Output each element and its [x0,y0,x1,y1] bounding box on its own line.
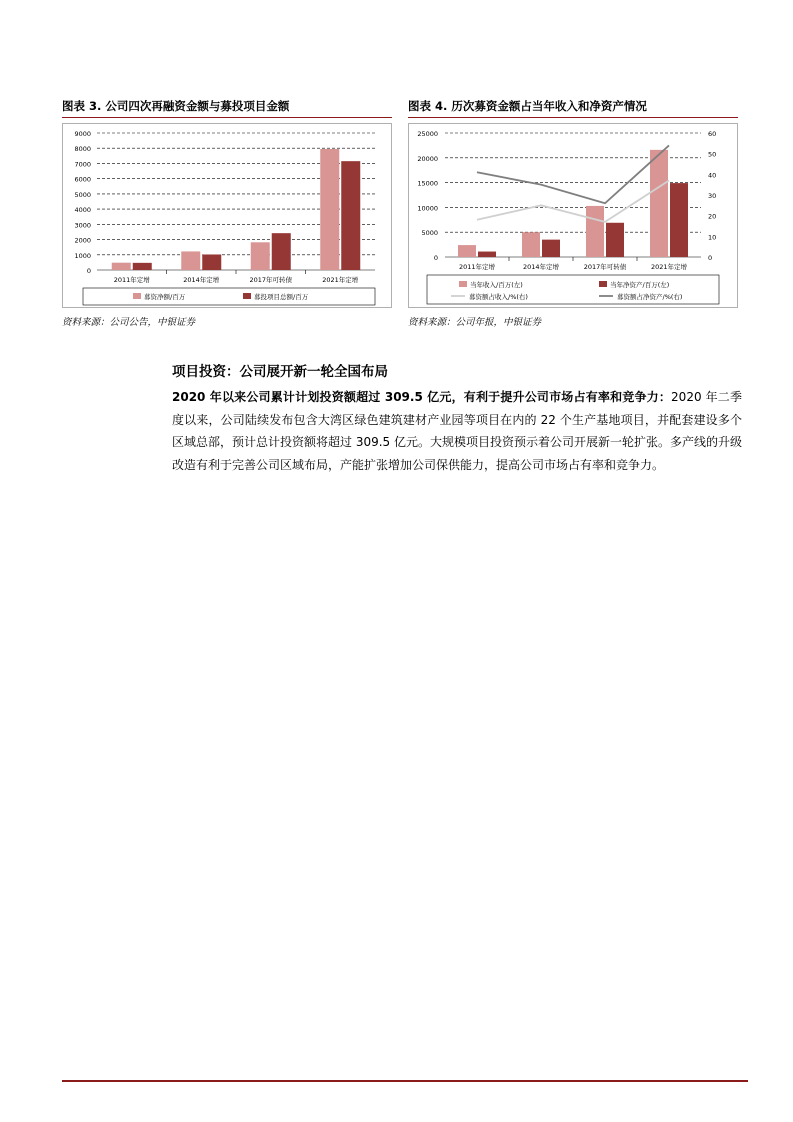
y-right-tick-label: 0 [708,254,713,262]
legend-label: 募资额占净资产/%(右) [617,293,683,301]
legend-label: 募投项目总额/百万 [254,293,309,301]
section-paragraph [172,386,742,476]
bar-net-raised [112,263,131,270]
chart-right-svg [409,124,737,307]
y-tick-label: 9000 [74,130,91,138]
y-right-tick-label: 50 [708,150,717,159]
chart-right-title-rule [408,117,738,118]
chart-left-source: 资料来源：公司公告，中银证券 [62,317,196,328]
bar-project-total [341,161,360,270]
x-tick-label: 2021年定增 [322,276,359,284]
legend-box [83,288,375,305]
chart-left-title: 图表 3. 公司四次再融资金额与募投项目金额 [62,99,290,113]
y-right-tick-label: 30 [708,192,717,200]
bar-revenue [586,206,604,257]
chart-right-title: 图表 4. 历次募资金额占当年收入和净资产情况 [408,99,647,113]
y-tick-label: 2000 [74,236,91,245]
x-tick-label: 2021年定增 [650,263,688,271]
chart-left-svg [63,124,391,307]
bar-net-assets [478,252,496,257]
chart-left-title-rule [62,117,392,118]
line-pct-revenue [477,181,669,222]
bar-project-total [202,254,221,270]
legend-label: 募资额占收入/%(右) [469,293,528,301]
y-right-tick-label: 40 [708,171,717,180]
y-right-tick-label: 60 [708,130,717,138]
legend-swatch [133,293,141,299]
x-tick-label: 2014年定增 [522,263,560,271]
bar-net-raised [251,242,270,270]
chart-right [408,123,738,308]
y-left-tick-label: 15000 [417,179,438,188]
legend-label: 当年收入/百万(左) [470,281,523,289]
y-right-tick-label: 20 [708,212,717,221]
legend-label: 当年净资产/百万(左) [610,281,670,289]
y-tick-label: 4000 [74,206,91,215]
y-tick-label: 6000 [74,175,91,184]
y-left-tick-label: 5000 [421,229,438,238]
bar-net-assets [542,240,560,257]
y-left-tick-label: 10000 [417,204,438,213]
legend-label: 募资净额/百万 [144,293,186,301]
legend-swatch [599,281,607,287]
y-left-tick-label: 0 [433,254,438,262]
bar-net-raised [320,149,339,270]
chart-right-source: 资料来源：公司年报，中银证券 [408,317,542,328]
bar-net-assets [606,223,624,257]
bar-project-total [133,263,152,270]
bar-net-raised [181,251,200,270]
section-title: 项目投资：公司展开新一轮全国布局 [172,364,388,380]
x-tick-label: 2017年可转债 [583,263,627,271]
y-right-tick-label: 10 [708,233,717,242]
y-left-tick-label: 25000 [417,130,438,138]
footer-rule [62,1080,748,1082]
x-tick-label: 2017年可转债 [249,276,293,284]
x-tick-label: 2011年定增 [113,276,150,284]
y-tick-label: 3000 [74,221,91,230]
legend-swatch [243,293,251,299]
bar-revenue [650,150,668,257]
bar-net-assets [670,183,688,257]
y-left-tick-label: 20000 [417,154,438,163]
x-tick-label: 2011年定增 [458,263,496,271]
line-pct-net-assets [477,145,669,203]
y-tick-label: 8000 [74,145,91,154]
legend-swatch [459,281,467,287]
y-tick-label: 1000 [74,251,91,260]
y-tick-label: 0 [86,267,91,275]
y-tick-label: 5000 [74,190,91,199]
section-lead: 2020 年以来公司累计计划投资额超过 309.5 亿元，有利于提升公司市场占有率和竞争力： [172,390,672,404]
section-body: 2020 年二季度以来，公司陆续发布包含大湾区绿色建筑建材产业园等项目在内的 22 个生产基地项目，并配套建设多个区域总部，预计总计投资额将超过 309.5 亿元。大规模项目投资预示着公司开展新一轮扩张。多产线的升级改造有利于完善公司区域布局，产能扩张增加公司保供能力，提高公司市场占有率和竞争力。 [172,390,742,472]
bar-revenue [522,232,540,257]
bar-project-total [272,233,291,270]
y-tick-label: 7000 [74,160,91,169]
chart-left [62,123,392,308]
bar-revenue [458,245,476,257]
x-tick-label: 2014年定增 [183,276,220,284]
